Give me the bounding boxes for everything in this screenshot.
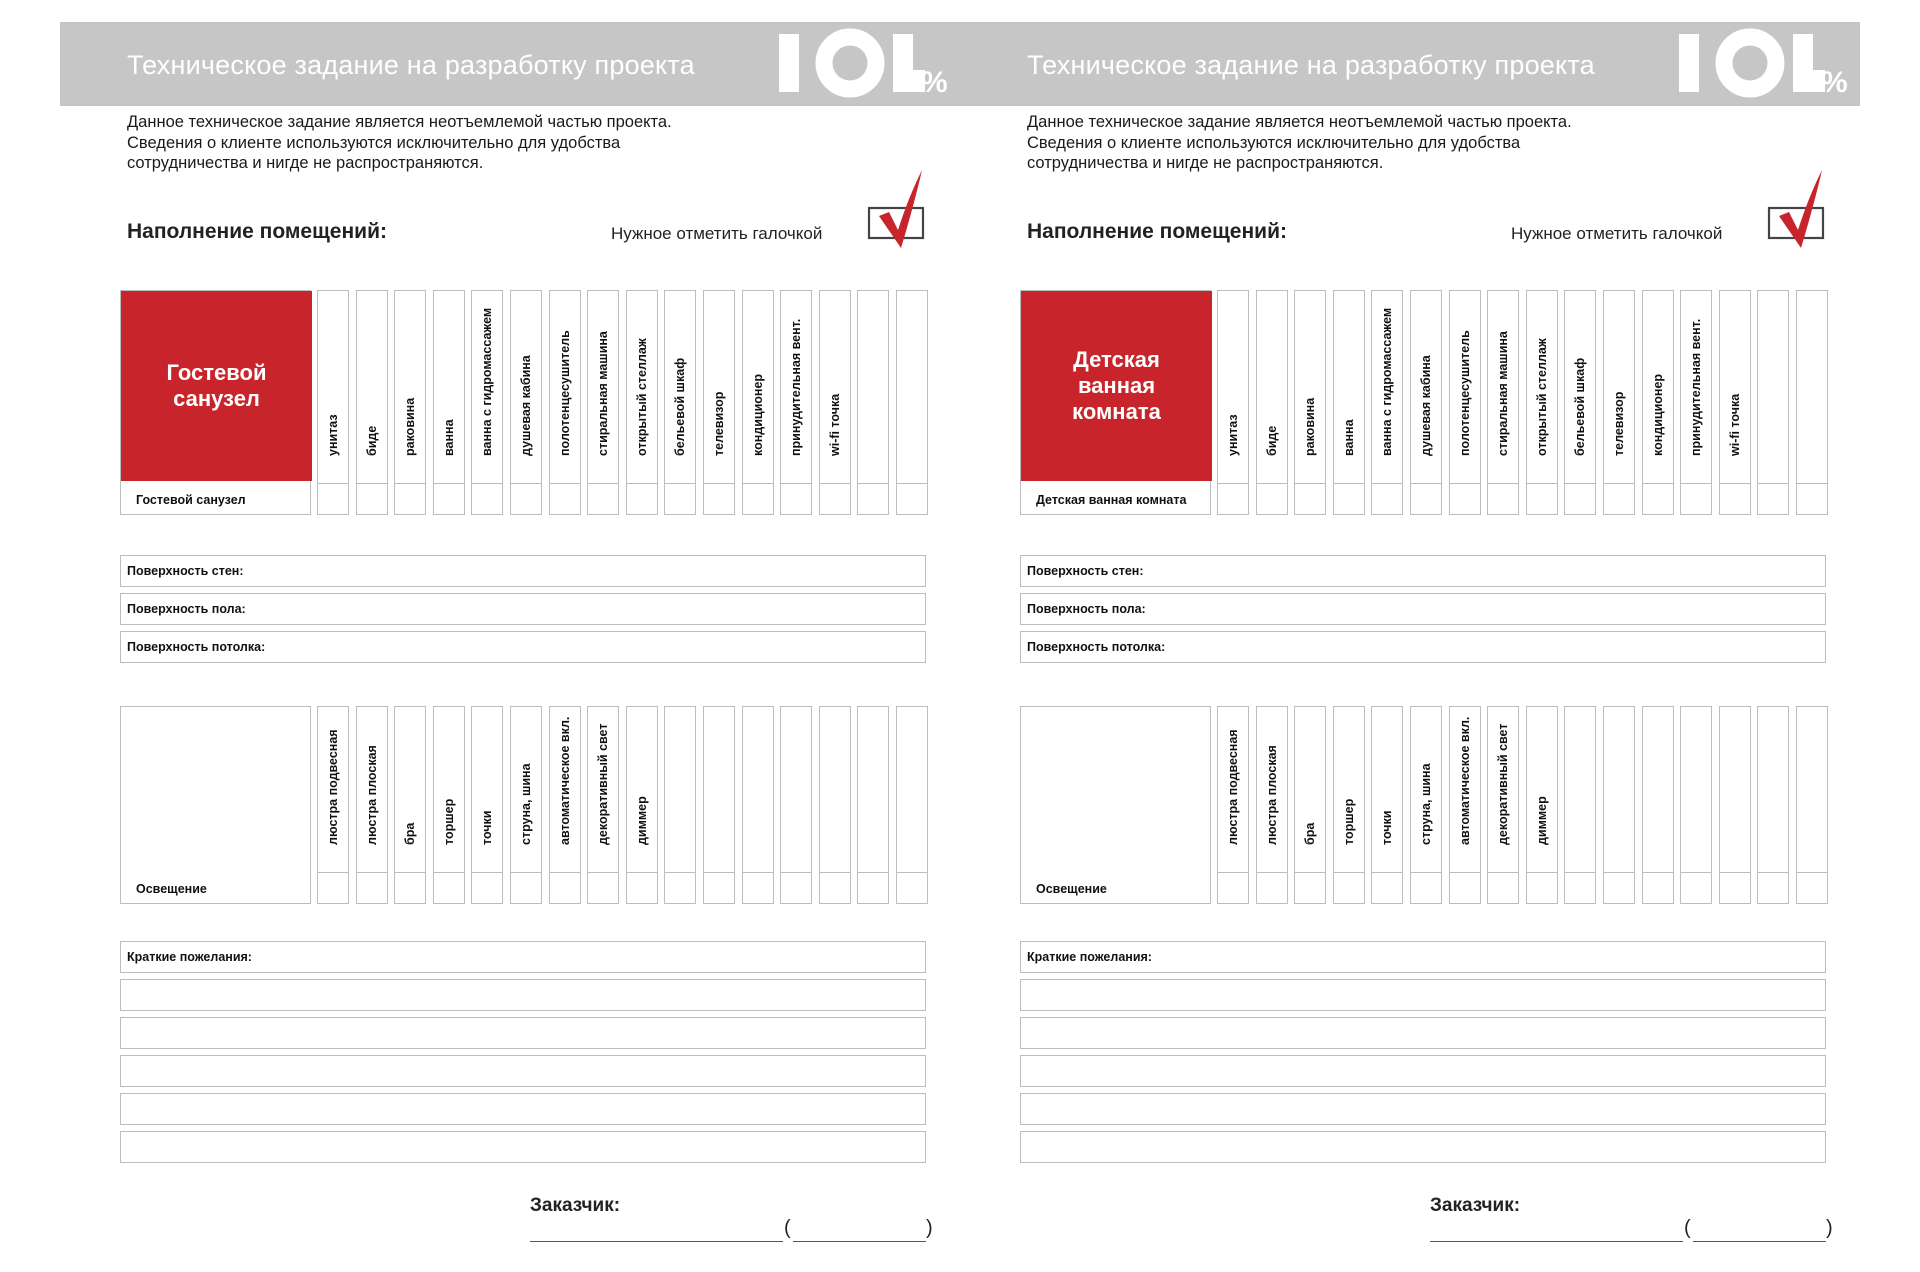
- signature-name-line[interactable]: [1693, 1241, 1826, 1242]
- checkbox-cell-divider: [1643, 872, 1673, 873]
- checkbox-cell-divider: [820, 872, 850, 873]
- lighting-item-label: точки: [480, 810, 495, 845]
- checkbox-cell-divider: [1565, 872, 1595, 873]
- equipment-column[interactable]: [1333, 290, 1365, 515]
- equipment-label: открытый стеллаж: [634, 338, 649, 456]
- lighting-item-label: декоративный свет: [1496, 723, 1511, 845]
- lighting-item-label: торшер: [441, 798, 456, 845]
- header-title: Техническое задание на разработку проекта: [1027, 50, 1595, 80]
- checkbox-cell-divider: [434, 872, 464, 873]
- checkbox-cell-divider: [1720, 483, 1750, 484]
- checkbox-cell-divider: [897, 872, 927, 873]
- equipment-column[interactable]: [857, 290, 889, 515]
- surface-field[interactable]: [1020, 631, 1826, 663]
- lighting-item-label: автоматическое вкл.: [1457, 716, 1472, 845]
- checkbox-cell-divider: [1257, 872, 1287, 873]
- checkbox-cell-divider: [1450, 483, 1480, 484]
- svg-text:%: %: [1821, 66, 1848, 99]
- lighting-column[interactable]: [896, 706, 928, 904]
- lighting-column[interactable]: [587, 706, 619, 904]
- intro-line: Сведения о клиенте используются исключительно для удобства: [127, 133, 621, 152]
- lighting-column[interactable]: [1757, 706, 1789, 904]
- checkbox-cell-divider: [781, 483, 811, 484]
- equipment-column[interactable]: [1294, 290, 1326, 515]
- svg-text:%: %: [921, 66, 948, 99]
- signature-line[interactable]: [530, 1241, 783, 1242]
- lighting-column[interactable]: [510, 706, 542, 904]
- equipment-label: телевизор: [712, 391, 726, 456]
- lighting-column[interactable]: [433, 706, 465, 904]
- equipment-column[interactable]: [356, 290, 388, 515]
- checkbox-cell-divider: [1681, 483, 1711, 484]
- equipment-column[interactable]: [1719, 290, 1751, 515]
- intro-text: [127, 112, 672, 174]
- lighting-item-label: бра: [403, 822, 418, 845]
- checkbox-cell-divider: [627, 483, 657, 484]
- equipment-label: кондиционер: [750, 373, 765, 456]
- checkbox-cell-divider: [743, 872, 773, 873]
- checkbox-cell-divider: [858, 483, 888, 484]
- lighting-column[interactable]: [394, 706, 426, 904]
- lighting-column[interactable]: [1603, 706, 1635, 904]
- checkbox-cell-divider: [1720, 872, 1750, 873]
- equipment-column[interactable]: [780, 290, 812, 515]
- checkbox-cell-divider: [1218, 483, 1248, 484]
- paren-open: (: [1684, 1217, 1691, 1239]
- check-hint: Нужное отметить галочкой: [1511, 224, 1723, 243]
- equipment-label: ванна: [1341, 419, 1356, 456]
- room-name-cell: [1020, 290, 1211, 515]
- equipment-label: раковина: [403, 397, 418, 456]
- checkbox-cell-divider: [434, 483, 464, 484]
- lighting-column[interactable]: [626, 706, 658, 904]
- surface-field[interactable]: [120, 555, 926, 587]
- equipment-label: wi-fi точка: [827, 393, 842, 456]
- checkbox-cell-divider: [665, 872, 695, 873]
- equipment-label: wi-fi точка: [1727, 393, 1742, 456]
- equipment-label: душевая кабина: [1419, 355, 1433, 456]
- lighting-item-label: автоматическое вкл.: [557, 716, 572, 845]
- lighting-column[interactable]: [1487, 706, 1519, 904]
- checkbox-cell-divider: [588, 872, 618, 873]
- lighting-column[interactable]: [819, 706, 851, 904]
- lighting-item-label: струна, шина: [519, 763, 533, 845]
- equipment-label: телевизор: [1612, 391, 1626, 456]
- wishes-line[interactable]: [1020, 1131, 1826, 1163]
- equipment-label: стиральная машина: [1496, 331, 1511, 456]
- lighting-column[interactable]: [1217, 706, 1249, 904]
- equipment-column[interactable]: [1680, 290, 1712, 515]
- equipment-label: полотенцесушитель: [1457, 330, 1472, 456]
- equipment-column[interactable]: [1603, 290, 1635, 515]
- checkbox-cell-divider: [743, 483, 773, 484]
- checkbox-cell-divider: [1488, 483, 1518, 484]
- wishes-line[interactable]: [1020, 1055, 1826, 1087]
- equipment-label: открытый стеллаж: [1534, 338, 1549, 456]
- checkbox-cell-divider: [357, 483, 387, 484]
- checkbox-cell-divider: [627, 872, 657, 873]
- wishes-field[interactable]: [1020, 941, 1826, 973]
- equipment-column[interactable]: [1371, 290, 1403, 515]
- paren-close: ): [926, 1217, 933, 1239]
- logo-10-percent-icon: [767, 26, 957, 102]
- lighting-column[interactable]: [1796, 706, 1828, 904]
- checkbox-cell-divider: [1681, 872, 1711, 873]
- lighting-item-label: бра: [1303, 822, 1318, 845]
- equipment-label: принудительная вент.: [1689, 318, 1704, 456]
- surface-label: Поверхность стен:: [1027, 564, 1144, 578]
- equipment-label: ванна: [441, 419, 456, 456]
- equipment-column[interactable]: [1564, 290, 1596, 515]
- checkbox-cell-divider: [1565, 483, 1595, 484]
- lighting-item-label: люстра подвесная: [1226, 729, 1240, 845]
- surface-label: Поверхность пола:: [127, 602, 246, 616]
- checkbox-cell-divider: [511, 483, 541, 484]
- room-label: Гостевой санузел: [136, 493, 246, 507]
- signature-line[interactable]: [1430, 1241, 1683, 1242]
- checkbox-cell-divider: [357, 872, 387, 873]
- lighting-column[interactable]: [1410, 706, 1442, 904]
- equipment-column[interactable]: [1410, 290, 1442, 515]
- checkbox-cell-divider: [511, 872, 541, 873]
- equipment-label: раковина: [1303, 397, 1318, 456]
- checkbox-cell-divider: [1372, 483, 1402, 484]
- page-header: [60, 22, 961, 106]
- equipment-column[interactable]: [819, 290, 851, 515]
- checkbox-cell-divider: [1527, 483, 1557, 484]
- lighting-item-label: диммер: [1534, 796, 1549, 845]
- equipment-column[interactable]: [587, 290, 619, 515]
- lighting-column[interactable]: [742, 706, 774, 904]
- checkbox-cell-divider: [897, 483, 927, 484]
- checkbox-cell-divider: [1527, 872, 1557, 873]
- equipment-label: биде: [364, 425, 379, 456]
- lighting-column[interactable]: [664, 706, 696, 904]
- intro-line: Данное техническое задание является неотъемлемой частью проекта.: [127, 113, 672, 131]
- intro-line: Данное техническое задание является неотъемлемой частью проекта.: [1027, 113, 1572, 131]
- equipment-column[interactable]: [1526, 290, 1558, 515]
- checkbox-cell-divider: [1334, 872, 1364, 873]
- checkbox-cell-divider: [1604, 872, 1634, 873]
- checkbox-cell-divider: [588, 483, 618, 484]
- checkbox-cell-divider: [1372, 872, 1402, 873]
- equipment-column[interactable]: [1487, 290, 1519, 515]
- checkbox-cell-divider: [1450, 872, 1480, 873]
- checkbox-cell-divider: [1218, 872, 1248, 873]
- intro-line: сотрудничества и нигде не распространяются.: [1027, 154, 1384, 172]
- equipment-column[interactable]: [1449, 290, 1481, 515]
- lighting-column[interactable]: [1680, 706, 1712, 904]
- paren-close: ): [1826, 1217, 1833, 1239]
- lighting-column[interactable]: [317, 706, 349, 904]
- lighting-table: [1020, 706, 1826, 904]
- equipment-column[interactable]: [317, 290, 349, 515]
- lighting-item-label: люстра плоская: [1264, 745, 1279, 845]
- checkbox-cell-divider: [704, 872, 734, 873]
- checkbox-cell-divider: [1758, 483, 1788, 484]
- lighting-column[interactable]: [1333, 706, 1365, 904]
- checkbox-cell-divider: [472, 483, 502, 484]
- intro-line: сотрудничества и нигде не распространяются.: [127, 154, 484, 172]
- lighting-item-label: торшер: [1341, 798, 1356, 845]
- sheet-right: [960, 0, 1860, 1272]
- surface-field[interactable]: [120, 631, 926, 663]
- checkbox-cell-divider: [1604, 483, 1634, 484]
- sheet-left: [60, 0, 960, 1272]
- checkbox-cell-divider: [1797, 483, 1827, 484]
- equipment-column[interactable]: [549, 290, 581, 515]
- checkbox-cell-divider: [395, 872, 425, 873]
- room-name-cell: [120, 290, 311, 515]
- checkbox-cell-divider: [318, 483, 348, 484]
- surface-label: Поверхность потолка:: [127, 640, 266, 654]
- lighting-table: [120, 706, 926, 904]
- equipment-table: [1020, 290, 1826, 515]
- lighting-column[interactable]: [857, 706, 889, 904]
- wishes-line[interactable]: [1020, 1017, 1826, 1049]
- checkbox-cell-divider: [1797, 872, 1827, 873]
- surface-field[interactable]: [1020, 555, 1826, 587]
- equipment-label: биде: [1264, 425, 1279, 456]
- equipment-label: стиральная машина: [596, 331, 611, 456]
- equipment-label: бельевой шкаф: [1573, 357, 1588, 456]
- equipment-column[interactable]: [703, 290, 735, 515]
- wishes-line[interactable]: [120, 979, 926, 1011]
- checkbox-cell-divider: [1334, 483, 1364, 484]
- customer-label: Заказчик:: [530, 1195, 621, 1216]
- equipment-label: бельевой шкаф: [673, 357, 688, 456]
- lighting-item-label: декоративный свет: [596, 723, 611, 845]
- equipment-label: душевая кабина: [519, 355, 533, 456]
- equipment-column[interactable]: [394, 290, 426, 515]
- checkbox-cell-divider: [665, 483, 695, 484]
- header-title: Техническое задание на разработку проекта: [127, 50, 695, 80]
- equipment-column[interactable]: [471, 290, 503, 515]
- equipment-column[interactable]: [1796, 290, 1828, 515]
- checkbox-cell-divider: [550, 872, 580, 873]
- equipment-label: ванна с гидромассажем: [480, 307, 495, 456]
- wishes-line[interactable]: [120, 1131, 926, 1163]
- section-title: Наполнение помещений:: [1027, 220, 1287, 243]
- lighting-item-label: люстра плоская: [364, 745, 379, 845]
- room-name-block: Гостевой санузел: [121, 291, 312, 481]
- wishes-line[interactable]: [120, 1055, 926, 1087]
- wishes-line[interactable]: [120, 1093, 926, 1125]
- wishes-label: Краткие пожелания:: [1027, 950, 1152, 964]
- intro-line: Сведения о клиенте используются исключительно для удобства: [1027, 133, 1521, 152]
- checkmark-icon[interactable]: [1767, 168, 1827, 248]
- lighting-label: Освещение: [136, 882, 207, 896]
- surface-field[interactable]: [1020, 593, 1826, 625]
- checkbox-cell-divider: [1257, 483, 1287, 484]
- checkbox-cell-divider: [781, 872, 811, 873]
- checkbox-cell-divider: [1295, 483, 1325, 484]
- page-header: [960, 22, 1860, 106]
- lighting-column[interactable]: [1371, 706, 1403, 904]
- lighting-column[interactable]: [549, 706, 581, 904]
- checkbox-cell-divider: [704, 483, 734, 484]
- lighting-item-label: люстра подвесная: [326, 729, 340, 845]
- lighting-column[interactable]: [780, 706, 812, 904]
- checkbox-cell-divider: [1295, 872, 1325, 873]
- room-label: Детская ванная комната: [1036, 493, 1187, 507]
- equipment-label: кондиционер: [1650, 373, 1665, 456]
- checkbox-cell-divider: [1411, 483, 1441, 484]
- section-title: Наполнение помещений:: [127, 220, 387, 243]
- equipment-label: ванна с гидромассажем: [1380, 307, 1395, 456]
- surface-label: Поверхность потолка:: [1027, 640, 1166, 654]
- equipment-label: унитаз: [326, 414, 340, 456]
- checkbox-cell-divider: [820, 483, 850, 484]
- lighting-column[interactable]: [471, 706, 503, 904]
- logo-10-percent-icon: [1667, 26, 1857, 102]
- equipment-column[interactable]: [626, 290, 658, 515]
- lighting-item-label: диммер: [634, 796, 649, 845]
- checkbox-cell-divider: [1488, 872, 1518, 873]
- lighting-item-label: точки: [1380, 810, 1395, 845]
- equipment-column[interactable]: [664, 290, 696, 515]
- checkbox-cell-divider: [395, 483, 425, 484]
- intro-text: [1027, 112, 1572, 174]
- wishes-label: Краткие пожелания:: [127, 950, 252, 964]
- signature-name-line[interactable]: [793, 1241, 926, 1242]
- equipment-column[interactable]: [1757, 290, 1789, 515]
- lighting-column[interactable]: [1719, 706, 1751, 904]
- lighting-label: Освещение: [1036, 882, 1107, 896]
- checkbox-cell-divider: [1643, 483, 1673, 484]
- checkbox-cell-divider: [550, 483, 580, 484]
- wishes-line[interactable]: [120, 1017, 926, 1049]
- surface-label: Поверхность пола:: [1027, 602, 1146, 616]
- lighting-column[interactable]: [1564, 706, 1596, 904]
- room-name-cell: [120, 706, 311, 904]
- checkbox-cell-divider: [472, 872, 502, 873]
- lighting-column[interactable]: [1449, 706, 1481, 904]
- check-hint: Нужное отметить галочкой: [611, 224, 823, 243]
- equipment-column[interactable]: [433, 290, 465, 515]
- wishes-line[interactable]: [1020, 1093, 1826, 1125]
- checkmark-icon[interactable]: [867, 168, 927, 248]
- room-name-block: Детская ванная комната: [1021, 291, 1212, 481]
- equipment-label: полотенцесушитель: [557, 330, 572, 456]
- equipment-column[interactable]: [510, 290, 542, 515]
- equipment-label: унитаз: [1226, 414, 1240, 456]
- checkbox-cell-divider: [1758, 872, 1788, 873]
- lighting-column[interactable]: [1294, 706, 1326, 904]
- checkbox-cell-divider: [318, 872, 348, 873]
- lighting-item-label: струна, шина: [1419, 763, 1433, 845]
- equipment-table: [120, 290, 926, 515]
- lighting-column[interactable]: [1642, 706, 1674, 904]
- wishes-field[interactable]: [120, 941, 926, 973]
- paren-open: (: [784, 1217, 791, 1239]
- equipment-column[interactable]: [742, 290, 774, 515]
- equipment-column[interactable]: [1642, 290, 1674, 515]
- equipment-column[interactable]: [1256, 290, 1288, 515]
- equipment-column[interactable]: [1217, 290, 1249, 515]
- surface-field[interactable]: [120, 593, 926, 625]
- checkbox-cell-divider: [858, 872, 888, 873]
- equipment-column[interactable]: [896, 290, 928, 515]
- lighting-column[interactable]: [1526, 706, 1558, 904]
- room-name-cell: [1020, 706, 1211, 904]
- wishes-line[interactable]: [1020, 979, 1826, 1011]
- checkbox-cell-divider: [1411, 872, 1441, 873]
- lighting-column[interactable]: [1256, 706, 1288, 904]
- equipment-label: принудительная вент.: [789, 318, 804, 456]
- lighting-column[interactable]: [356, 706, 388, 904]
- surface-label: Поверхность стен:: [127, 564, 244, 578]
- customer-label: Заказчик:: [1430, 1195, 1521, 1216]
- lighting-column[interactable]: [703, 706, 735, 904]
